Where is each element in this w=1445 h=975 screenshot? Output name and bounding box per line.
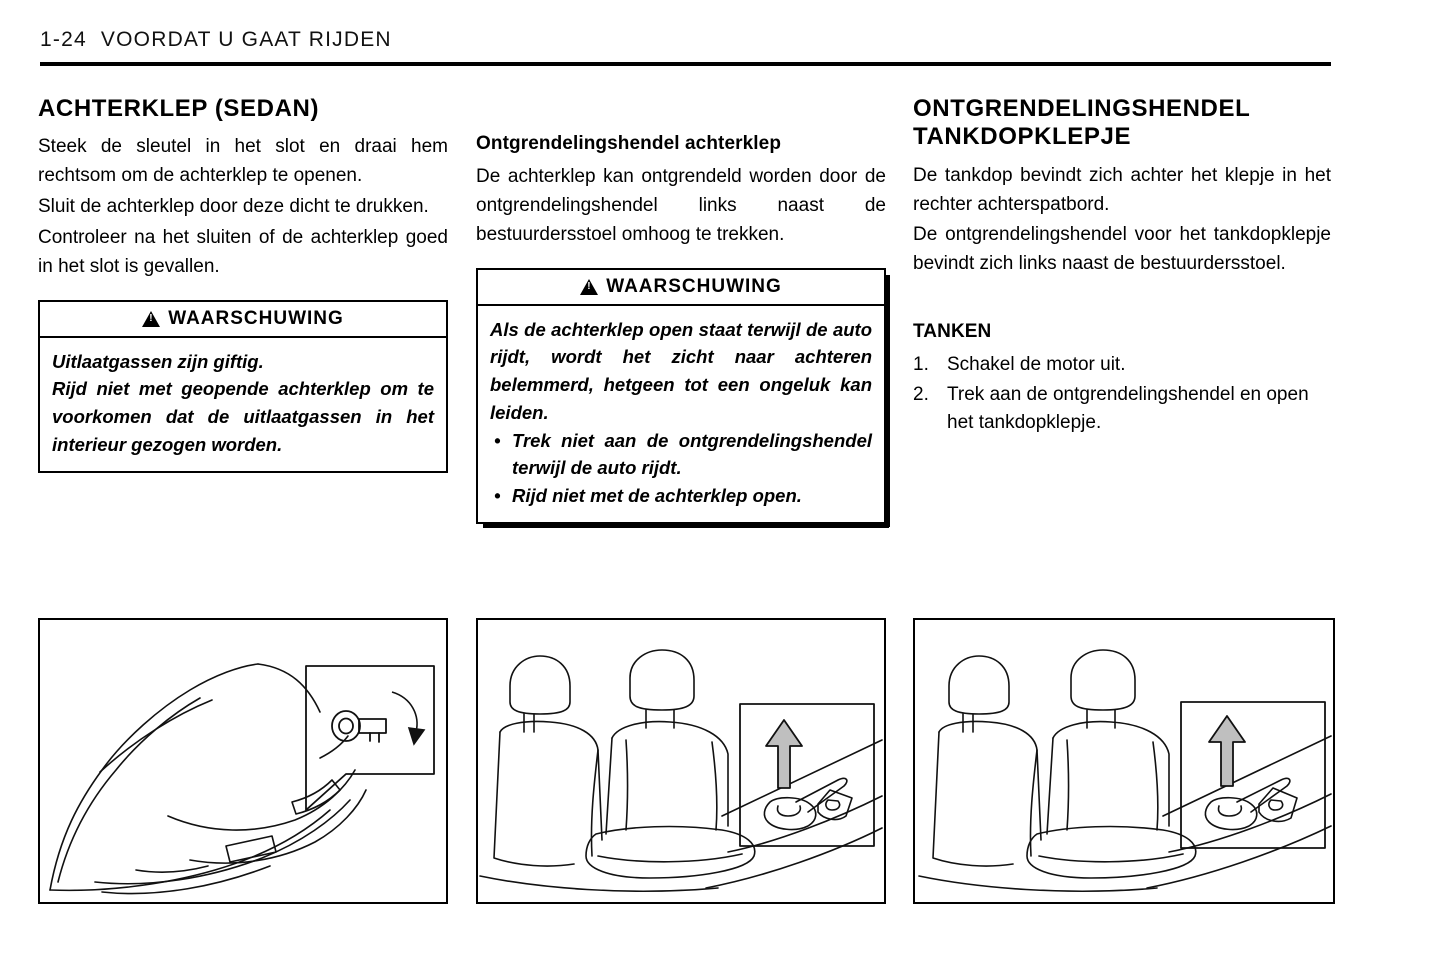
warning-body	[40, 338, 446, 471]
step-number: 2.	[913, 383, 929, 405]
warning-header	[40, 302, 446, 338]
paragraph: De ontgrendelingshendel voor het tankdopklepje bevindt zich links naast de bestuurdersstoel.	[913, 224, 1331, 275]
step-text: Schakel de motor uit.	[947, 354, 1126, 376]
trunk-key-illustration	[40, 620, 446, 902]
step-number: 1.	[913, 354, 929, 376]
column-right	[913, 95, 1331, 439]
rotate-arrow-icon	[392, 692, 424, 744]
warning-body	[478, 306, 884, 522]
key-icon	[332, 711, 386, 742]
section-title-fuel-release	[913, 95, 1331, 152]
list-item	[913, 381, 1331, 438]
step-list	[913, 351, 1331, 438]
paragraph: Steek de sleutel in het slot en draai hem rechtsom om de achterklep te openen.	[38, 136, 448, 187]
list-item	[913, 351, 1331, 380]
section-subtitle: Ontgrendelingshendel achterklep	[476, 133, 782, 154]
pull-up-arrow-icon	[766, 720, 802, 788]
column-middle	[476, 95, 886, 524]
section-subtitle-tanken: TANKEN	[913, 321, 992, 343]
warning-paragraph: Rijd niet met geopende achterklep om te voorkomen dat de uitlaatgassen in het interieur gezogen worden.	[52, 378, 434, 455]
warning-paragraph: Als de achterklep open staat terwijl de auto rijdt, wordt het zicht naar achteren belemmerd, hetgeen tot een ongeluk kan leiden.	[490, 318, 872, 423]
warning-heading-label: WAARSCHUWING	[168, 307, 344, 329]
paragraph: De tankdop bevindt zich achter het klepje in het rechter achterspatbord.	[913, 164, 1331, 215]
pull-up-arrow-icon	[1209, 716, 1245, 786]
header-line	[40, 28, 1330, 52]
paragraph: De achterklep kan ontgrendeld worden door de ontgrendelingshendel links naast de bestuurdersstoel omhoog te trekken.	[476, 166, 886, 245]
figure-fuel-filler-release-lever	[913, 618, 1335, 904]
warning-box-open-trunk	[476, 268, 886, 524]
warning-box-exhaust	[38, 300, 448, 473]
warning-bullet-list	[490, 427, 872, 510]
chapter-title: VOORDAT U GAAT RIJDEN	[100, 28, 392, 51]
warning-heading-label: WAARSCHUWING	[606, 275, 782, 297]
column-left	[38, 95, 448, 473]
fuel-release-lever-illustration	[915, 620, 1333, 902]
warning-triangle-icon	[142, 311, 160, 327]
warning-header	[478, 270, 884, 306]
figure-trunk-key-lock	[38, 618, 448, 904]
paragraph: Sluit de achterklep door deze dicht te drukken.	[38, 196, 429, 218]
header-divider	[40, 62, 1331, 66]
figure-trunk-release-lever	[476, 618, 886, 904]
step-text: Trek aan de ontgrendelingshendel en open het tankdopklepje.	[947, 383, 1309, 434]
page-number: 1-24	[40, 28, 87, 51]
warning-bullet: • Rijd niet met de achterklep open.	[512, 482, 872, 510]
section-title-line-1: ONTGRENDELINGSHENDEL	[913, 95, 1251, 122]
section-title-line-2: TANKDOPKLEPJE	[913, 123, 1132, 151]
seat-release-lever-illustration	[478, 620, 884, 902]
page-header	[40, 28, 1330, 52]
page-title: ACHTERKLEP (SEDAN)	[38, 95, 320, 122]
warning-triangle-icon	[580, 279, 598, 295]
warning-paragraph: Uitlaatgassen zijn giftig.	[52, 350, 264, 372]
warning-bullet: • Trek niet aan de ontgrendelingshendel terwijl de auto rijdt.	[512, 427, 872, 483]
paragraph: Controleer na het sluiten of de achterklep goed in het slot is gevallen.	[38, 226, 448, 277]
